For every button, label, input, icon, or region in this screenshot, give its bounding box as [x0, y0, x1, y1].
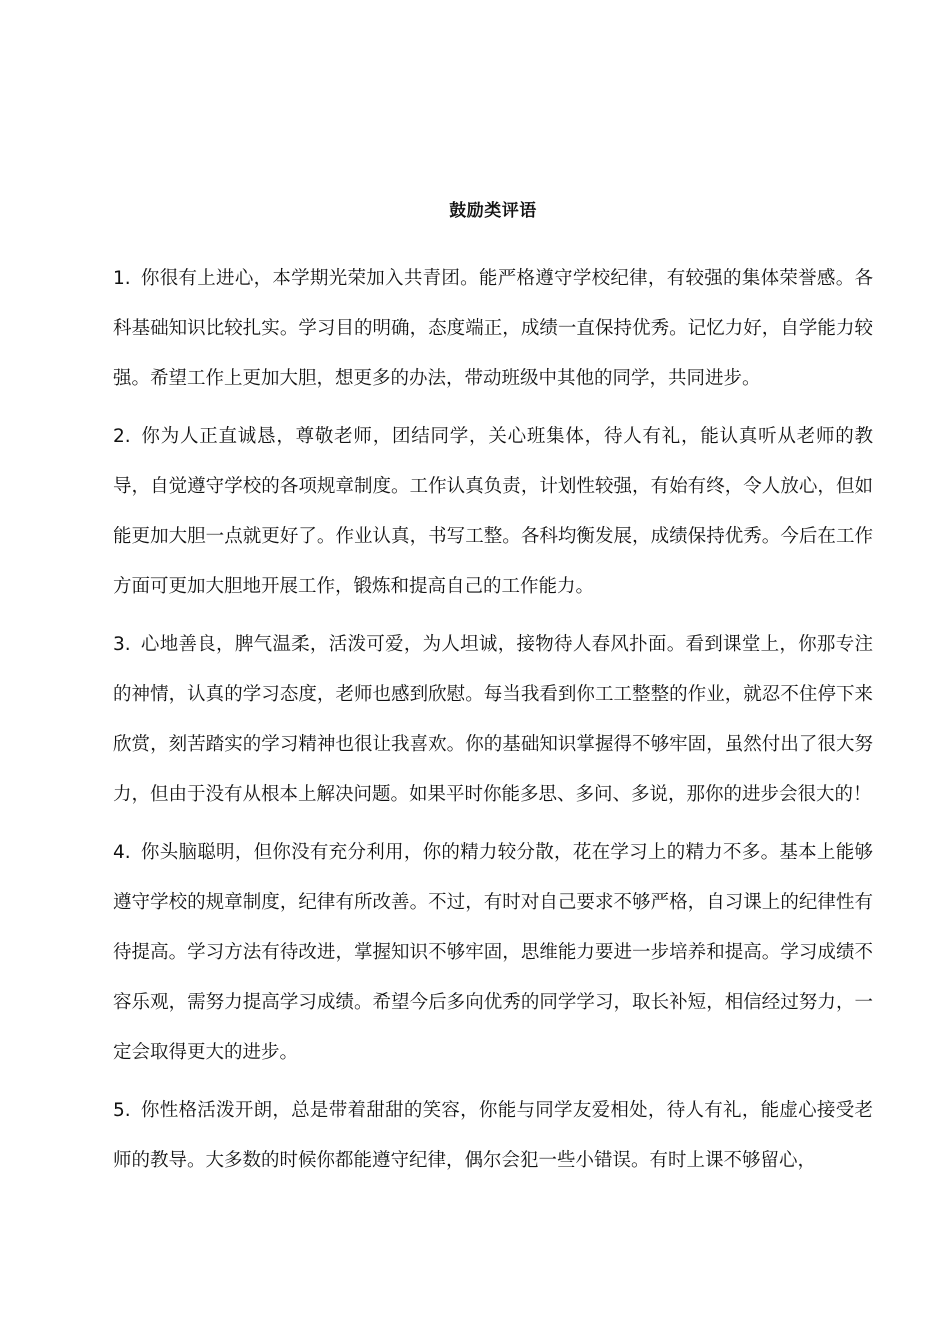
item-text: 心地善良，脾气温柔，活泼可爱，为人坦诚，接物待人春风扑面。看到课堂上，你那专注的神情，认真的学习态度，老师也感到欣慰。每当我看到你工工整整的作业，就忍不住停下来欣赏，刻苦踏实的学习精神也很让我喜欢。你的基础知识掌握得不够牢固，虽然付出了很大努力，但由于没有从根本上解决问题。如果平时你能多思、多问、多说，那你的进步会很大的！: [113, 634, 873, 805]
item-text: 你性格活泼开朗，总是带着甜甜的笑容，你能与同学友爱相处，待人有礼，能虚心接受老师的教导。大多数的时候你都能遵守纪律，偶尔会犯一些小错误。有时上课不够留心，: [113, 1100, 873, 1171]
comment-item-5: [113, 1086, 873, 1186]
comment-item-4: [113, 828, 873, 1078]
item-number: 3.: [113, 634, 131, 655]
document-title: 鼓励类评语: [449, 201, 537, 221]
item-text: 你为人正直诚恳，尊敬老师，团结同学，关心班集体，待人有礼，能认真听从老师的教导，自觉遵守学校的各项规章制度。工作认真负责，计划性较强，有始有终，令人放心，但如能更加大胆一点就更好了。作业认真，书写工整。各科均衡发展，成绩保持优秀。今后在工作方面可更加大胆地开展工作，锻炼和提高自己的工作能力。: [113, 426, 873, 597]
comment-item-3: [113, 620, 873, 820]
item-text: 你很有上进心，本学期光荣加入共青团。能严格遵守学校纪律，有较强的集体荣誉感。各科基础知识比较扎实。学习目的明确，态度端正，成绩一直保持优秀。记忆力好，自学能力较强。希望工作上更加大胆，想更多的办法，带动班级中其他的同学，共同进步。: [113, 268, 873, 389]
comment-item-2: [113, 412, 873, 612]
item-number: 4.: [113, 842, 131, 863]
item-number: 1.: [113, 268, 131, 289]
comment-list: [113, 254, 873, 1194]
item-number: 2.: [113, 426, 131, 447]
comment-item-1: [113, 254, 873, 404]
item-text: 你头脑聪明，但你没有充分利用，你的精力较分散，花在学习上的精力不多。基本上能够遵守学校的规章制度，纪律有所改善。不过，有时对自己要求不够严格，自习课上的纪律性有待提高。学习方法有待改进，掌握知识不够牢固，思维能力要进一步培养和提高。学习成绩不容乐观，需努力提高学习成绩。希望今后多向优秀的同学学习，取长补短，相信经过努力，一定会取得更大的进步。: [113, 842, 873, 1063]
item-number: 5.: [113, 1100, 131, 1121]
